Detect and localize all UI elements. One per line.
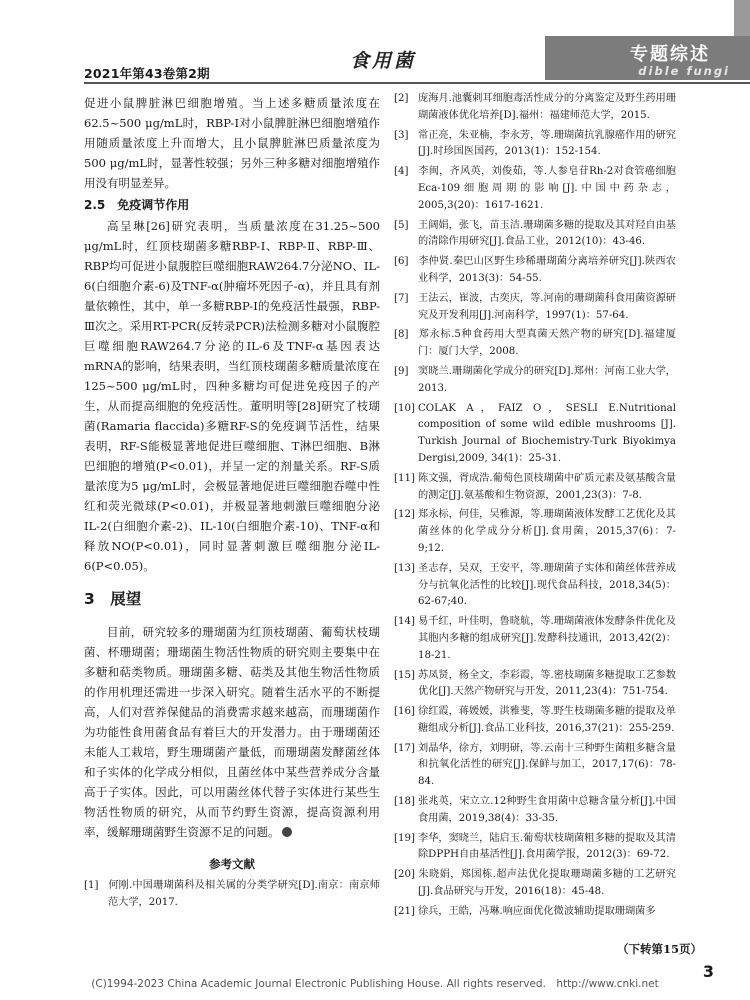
reference-text: 徐红霞，蒋媛媛，洪雅斐，等.野生枝瑚菌多糖的提取及单糖组成分析[J].食品工业科技，2016,37(21)：255-259. <box>418 706 676 734</box>
reference-item <box>394 867 676 901</box>
reference-text: 苏凤贤，杨全文，李彩霞，等.密枝瑚菌多糖提取工艺参数优化[J].天然产物研究与开发，2011,23(4)：751-754. <box>418 669 676 698</box>
reference-item <box>394 364 676 398</box>
paragraph-immune-regulation: 高呈琳[26]研究表明，当质量浓度在31.25~500 μg/mL时，红顶枝瑚菌多糖RBP-Ⅰ、RBP-Ⅱ、RBP-Ⅲ、RBP均可促进小鼠腹腔巨噬细胞RAW264.7分泌NO、IL-6(白细胞介素-6)及TNF-α(肿瘤坏死因子-α)，并且具有剂量依赖性，其中，单一多糖RBP-Ⅰ的免疫活性最强，RBP-Ⅲ次之。采用RT-PCR(反转录PCR)法检测多糖对小鼠腹腔巨噬细胞RAW264.7分泌的IL-6及TNF-α基因表达mRNA的影响，结果表明，当红顶枝瑚菌多糖质量浓度在125~500 μg/mL时，四种多糖均可促进免疫因子的产生，从而提高细胞的免疫活性。董明明等[28]研究了枝瑚菌(Ramaria flaccida)多糖RF-S的免疫调节活性，结果表明，RF-S能极显著地促进巨噬细胞、T淋巴细胞、B淋巴细胞的增殖(P<0.01)，并呈一定的剂量关系。RF-S质量浓度为5 μg/mL时，会极显著地促进巨噬细胞吞噬中性红和荧光微球(P<0.01)，并极显著地刺激巨噬细胞分泌IL-2(白细胞介素-2)、IL-10(白细胞介素-10)、TNF-α和释放NO(P<0.01)，同时显著刺激巨噬细胞分泌IL-6(P<0.05)。 <box>84 219 380 573</box>
reference-number: [19] <box>394 832 415 844</box>
reference-item <box>394 904 676 921</box>
reference-number: [4] <box>394 166 409 178</box>
left-column <box>84 93 380 915</box>
reference-list <box>394 91 676 921</box>
header-corner-tab <box>734 0 750 36</box>
reference-text: 王法云，崔波，古奕庆，等.河南的珊瑚菌科食用菌资源研究及开发利用[J].河南科学，1997(1)：57-64. <box>418 292 676 321</box>
section-heading-3: 3 展望 <box>84 590 142 608</box>
reference-number: [9] <box>394 365 409 377</box>
reference-number: [11] <box>394 472 415 484</box>
outlook-text: 目前，研究较多的珊瑚菌为红顶枝瑚菌、葡萄状枝瑚菌、杯珊瑚菌；珊瑚菌生物活性物质的研究则主要集中在多糖和萜类物质。珊瑚菌多糖、萜类及其他生物活性物质的作用机理还需进一步深入研究。随着生活水平的不断提高，人们对营养保健品的消费需求越来越高，而珊瑚菌作为功能性食用菌食品有着巨大的开发潜力。由于珊瑚菌还未能人工栽培，野生珊瑚菌产量低，而珊瑚菌发酵菌丝体和子实体的化学成分相似，且菌丝体中某些营养成分含量高于子实体。因此，可以用菌丝体代替子实体进行某些生物活性物质的研究，从而节约野生资源，提高资源利用率，缓解珊瑚菌野生资源不足的问题。 <box>84 625 380 839</box>
reference-text: 何刚.中国珊瑚菌科及相关属的分类学研究[D].南京：南京师范大学，2017. <box>108 880 380 908</box>
reference-text: 圣志存，吴双，王安平，等.珊瑚菌子实体和菌丝体营养成分与抗氧化活性的比较[J].现代食品科技，2018,34(5)：62-67;40. <box>418 562 676 608</box>
reference-text: 郑永标，何佳，吴雅源，等.珊瑚菌液体发酵工艺优化及其菌丝体的化学成分分析[J].食用菌，2015,37(6)：7-9;12. <box>418 509 676 554</box>
right-column <box>394 91 676 924</box>
reference-item <box>394 128 676 162</box>
reference-item <box>394 327 676 361</box>
issue-label: 2021年第43卷第2期 <box>84 66 210 81</box>
reference-number: [7] <box>394 292 409 304</box>
page-number: 3 <box>702 962 714 981</box>
header-rule <box>84 82 750 84</box>
reference-item <box>394 794 676 828</box>
paragraph-cell-proliferation: 促进小鼠脾脏淋巴细胞增殖。当上述多糖质量浓度在62.5~500 μg/mL时，RBP-Ⅰ对小鼠脾脏淋巴细胞增殖作用随质量浓度上升而增大，且小鼠脾脏淋巴质量浓度为500 μg/mL时，显著性较强；另外三种多糖对细胞增殖作用没有明显差异。 <box>84 96 380 190</box>
reference-text: 陈文强，胥成浩.葡萄色顶枝瑚菌中矿质元素及氨基酸含量的测定[J].氨基酸和生物资源，2001,23(3)：7-8. <box>418 472 676 501</box>
reference-item <box>394 471 676 505</box>
reference-number: [20] <box>394 869 415 881</box>
reference-item <box>394 91 676 125</box>
reference-number: [5] <box>394 219 409 231</box>
reference-number: [17] <box>394 742 415 754</box>
reference-text: 窦晓兰.珊瑚菌化学成分的研究[D].郑州：河南工业大学，2013. <box>418 365 676 394</box>
reference-number: [12] <box>394 509 415 521</box>
copyright-footer: (C)1994-2023 China Academic Journal Electronic Publishing House. All rights reserved. http://www.cnki.net <box>91 978 659 990</box>
reference-text: 刘晶华，徐方，刘明研，等.云南十三种野生菌粗多糖含量和抗氧化活性的研究[J].保鲜与加工，2017,17(6)：78-84. <box>418 742 676 788</box>
reference-number: [21] <box>394 905 415 917</box>
reference-number: [13] <box>394 562 415 574</box>
reference-item <box>394 507 676 557</box>
paragraph-outlook <box>84 622 380 842</box>
reference-text: 王阔娟，张飞，苗玉洁.珊瑚菌多糖的提取及其对羟自由基的清除作用研究[J].食品工业，2012(10)：43-46. <box>418 219 676 248</box>
section-title: 专题综述 <box>630 44 710 65</box>
reference-item <box>394 401 676 468</box>
reference-number: [2] <box>394 93 409 104</box>
reference-item <box>394 254 676 288</box>
reference-item <box>394 561 676 611</box>
reference-number: [1] <box>84 880 99 891</box>
reference-item <box>84 878 380 912</box>
journal-logo: 食用菌 <box>350 50 417 72</box>
reference-item <box>394 291 676 325</box>
reference-text: COLAK A，FAIZ O，SESLI E.Nutritional composition of some wild edible mushrooms [J]. Turkish Journal of Biochemistry-Turk Biyokimya Dergisi,2009, 34(1)：25-31. <box>418 402 676 464</box>
section-heading-2-5: 2.5 免疫调节作用 <box>84 198 190 212</box>
reference-item <box>394 704 676 738</box>
reference-item <box>394 614 676 664</box>
reference-item <box>394 218 676 252</box>
references-title: 参考文献 <box>209 857 255 871</box>
reference-text: 张兆英，宋立立.12种野生食用菌中总糖含量分析[J].中国食用菌，2019,38(4)：33-35. <box>418 796 676 824</box>
reference-number: [16] <box>394 706 415 718</box>
reference-number: [15] <box>394 669 415 681</box>
reference-text: 易千红，叶佳明，鲁晓航，等.珊瑚菌液体发酵条件优化及其胞内多糖的组成研究[J].发酵科技通讯，2013,42(2)：18-21. <box>418 616 676 661</box>
reference-text: 李闽，齐风英，刘俊茹，等.人参皂苷Rh-2对食管癌细胞Eca-109细胞周期的影响[J].中国中药杂志，2005,3(20)：1617-1621. <box>418 166 676 211</box>
reference-text: 朱晓娟，郑国栋.超声法优化提取珊瑚菌多糖的工艺研究[J].食品研究与开发，2016(18)：45-48. <box>418 869 676 898</box>
reference-text: 李仲贤.秦巴山区野生珍稀珊瑚菌分离培养研究[J].陕西农业科学，2013(3)：54-55. <box>418 256 676 284</box>
reference-item <box>394 741 676 791</box>
reference-number: [8] <box>394 329 409 341</box>
reference-text: 郑永标.5种食药用大型真菌天然产物的研究[D].福建厦门：厦门大学，2008. <box>418 329 676 358</box>
continued-note: （下转第15页） <box>616 942 702 956</box>
reference-number: [6] <box>394 256 409 268</box>
reference-text: 庞海月.池囊刺耳细胞毒活性成分的分离鉴定及野生药用珊瑚菌液体优化培养[D].福州：福建师范大学，2015. <box>418 93 676 121</box>
end-mark-icon <box>282 827 292 837</box>
reference-text: 李华，窦晓兰，陆启玉.葡萄状枝瑚菌粗多糖的提取及其清除DPPH自由基活性[J].食用菌学报，2012(3)：69-72. <box>418 832 676 861</box>
reference-text: 徐兵，王皓，冯琳.响应面优化微波辅助提取珊瑚菌多 <box>418 905 656 917</box>
reference-text: 常正亮，朱亚楠，李永芳，等.珊瑚菌抗乳腺癌作用的研究[J].时珍国医国药，2013(1)：152-154. <box>418 129 676 158</box>
reference-number: [10] <box>394 402 415 414</box>
reference-item <box>394 831 676 865</box>
reference-item <box>394 164 676 214</box>
reference-number: [18] <box>394 796 415 808</box>
reference-number: [14] <box>394 616 415 628</box>
reference-item <box>394 668 676 702</box>
section-subtitle: dible fungi <box>638 64 730 78</box>
reference-number: [3] <box>394 129 409 141</box>
